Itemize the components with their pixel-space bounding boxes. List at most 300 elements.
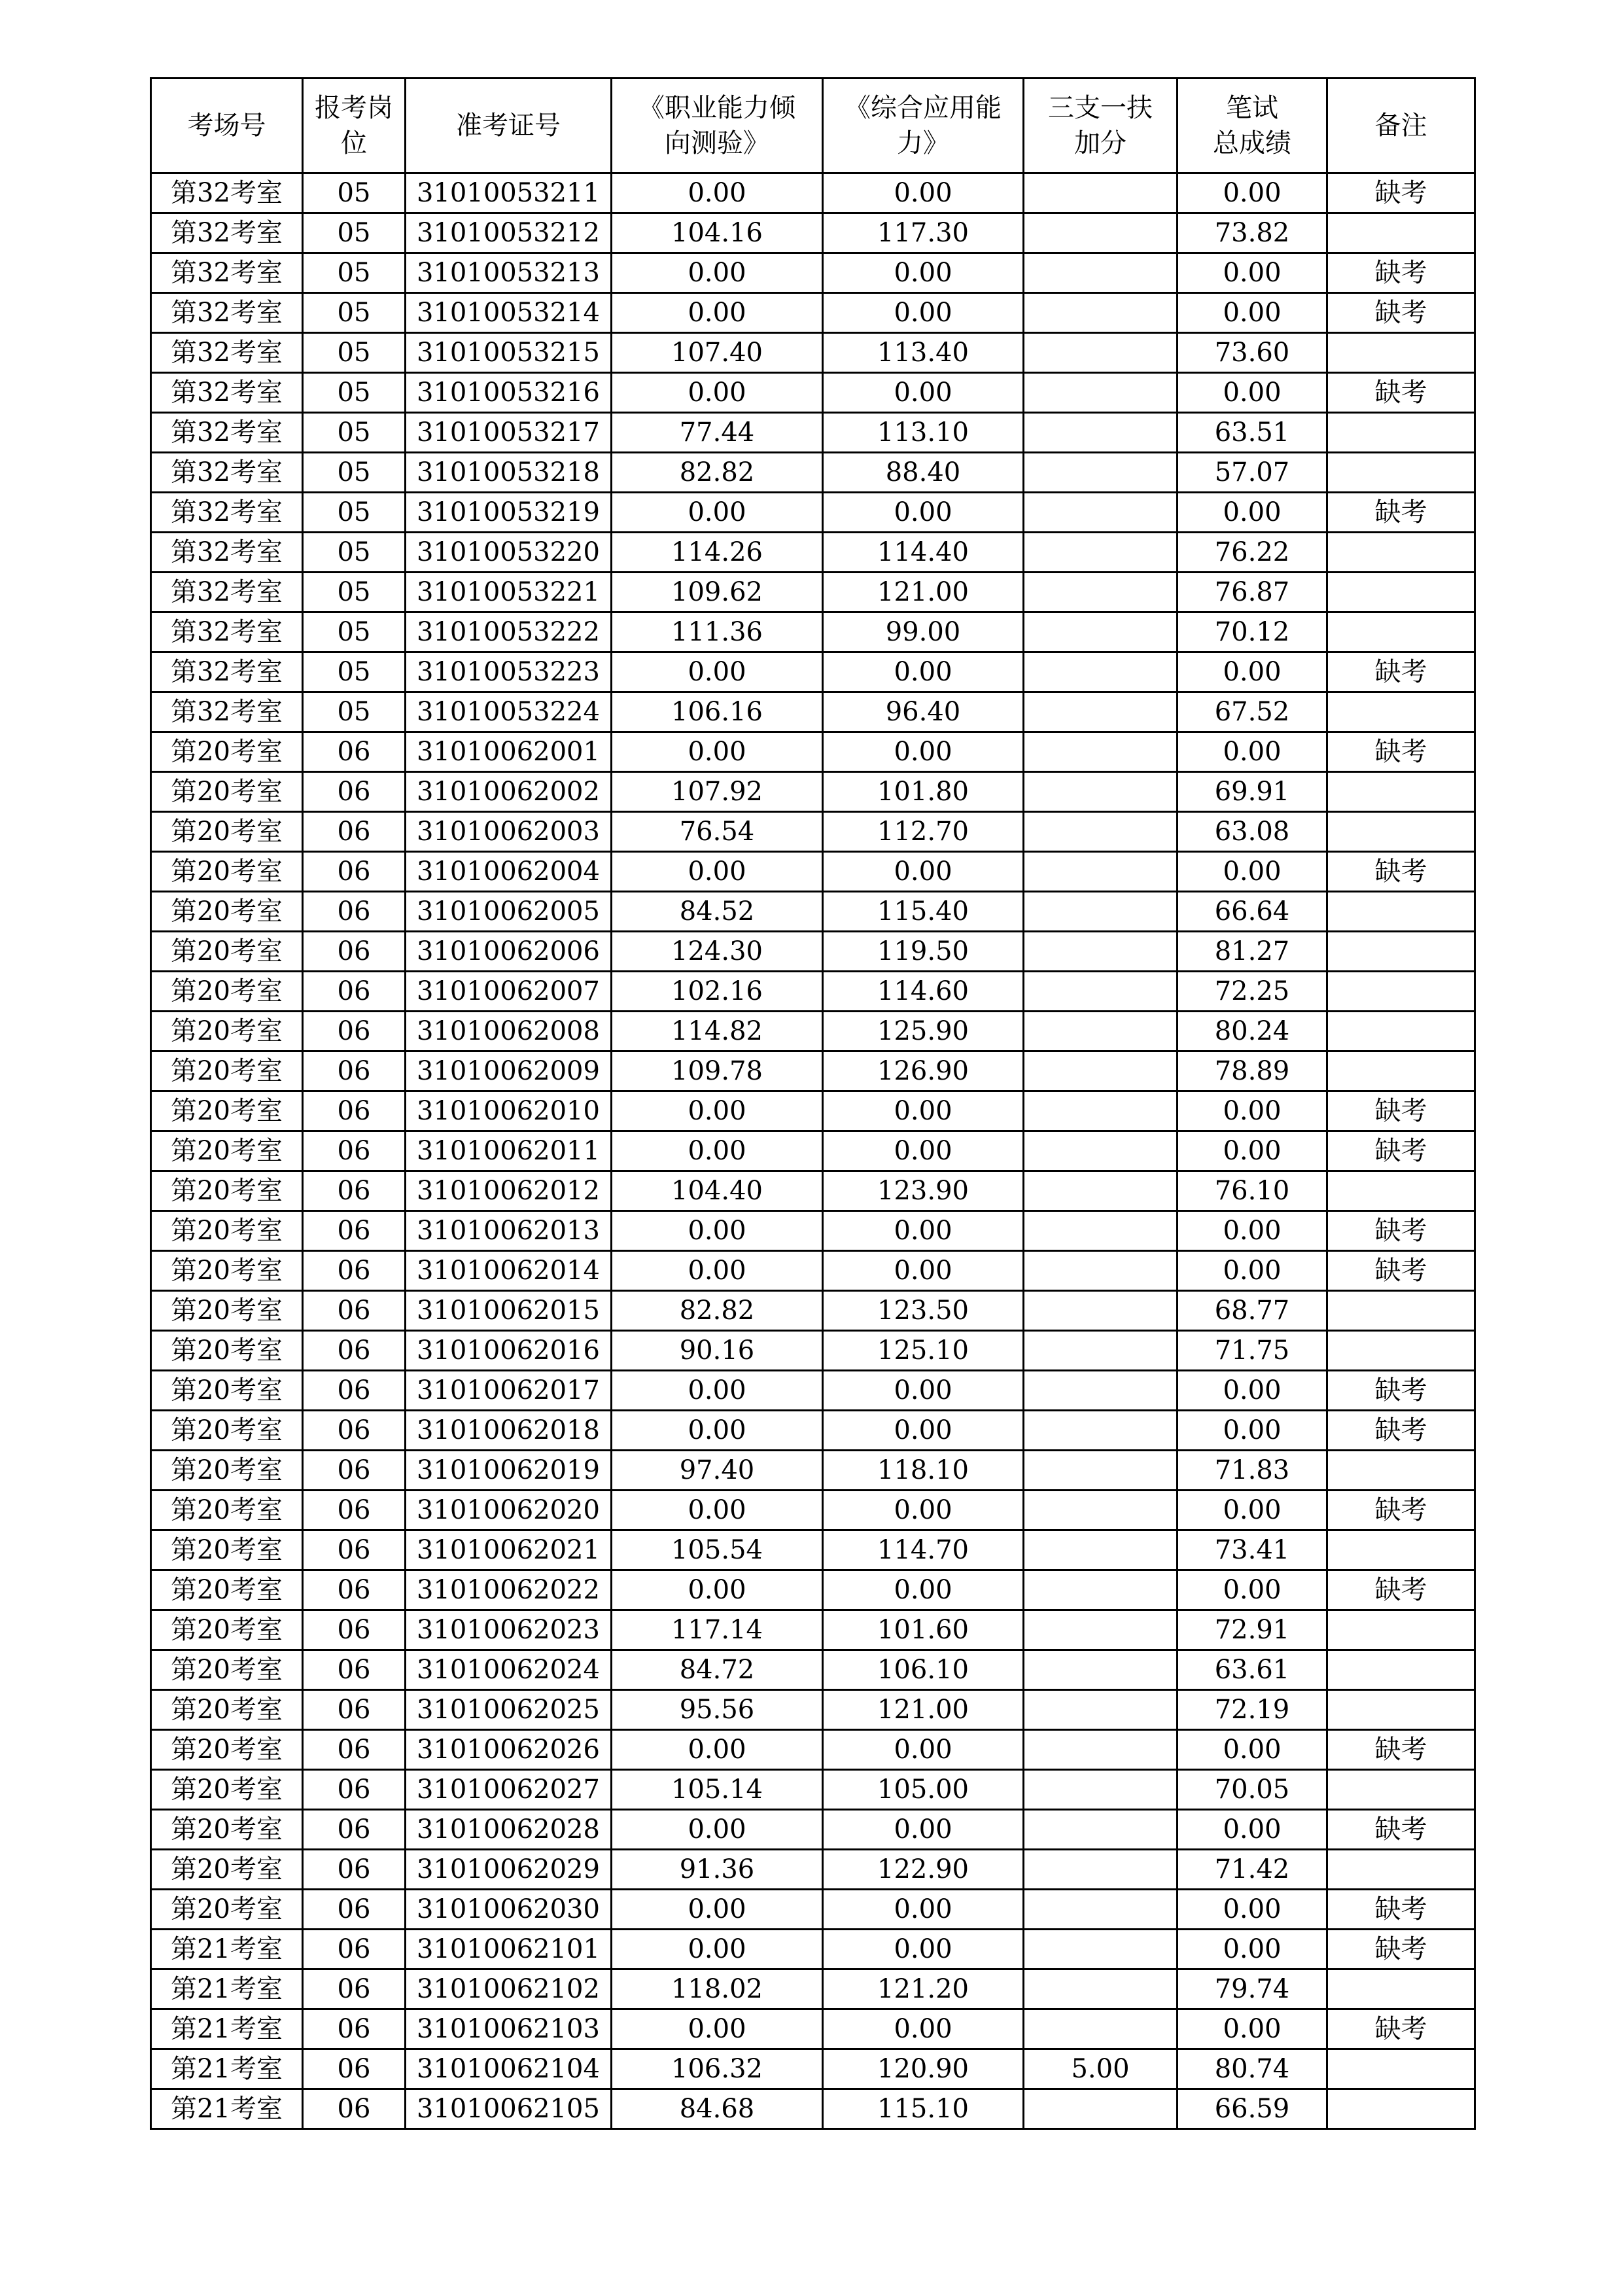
cell-aptitude-test: 90.16	[612, 1331, 823, 1371]
table-row	[151, 1211, 1475, 1251]
cell-sanzhi-yifu-bonus	[1024, 2009, 1178, 2049]
cell-applied-ability: 88.40	[823, 453, 1024, 493]
cell-applied-ability: 99.00	[823, 612, 1024, 652]
table-row	[151, 1451, 1475, 1491]
cell-ticket-number: 31010062004	[406, 852, 612, 892]
cell-written-total: 68.77	[1178, 1291, 1327, 1331]
cell-exam-room: 第20考室	[151, 1211, 303, 1251]
cell-post: 06	[303, 1850, 406, 1890]
cell-written-total: 0.00	[1178, 1930, 1327, 1969]
table-row	[151, 493, 1475, 533]
cell-sanzhi-yifu-bonus	[1024, 1171, 1178, 1211]
cell-post: 06	[303, 1171, 406, 1211]
cell-exam-room: 第20考室	[151, 1890, 303, 1930]
cell-ticket-number: 31010062009	[406, 1051, 612, 1091]
cell-remarks: 缺考	[1327, 1091, 1475, 1131]
cell-aptitude-test: 106.32	[612, 2049, 823, 2089]
header-line: 位	[341, 128, 367, 158]
cell-remarks	[1327, 892, 1475, 932]
cell-aptitude-test: 0.00	[612, 1930, 823, 1969]
header-line: 备注	[1374, 111, 1427, 141]
cell-aptitude-test: 109.78	[612, 1051, 823, 1091]
cell-ticket-number: 31010062105	[406, 2089, 612, 2129]
cell-written-total: 0.00	[1178, 1411, 1327, 1451]
cell-aptitude-test: 0.00	[612, 293, 823, 333]
cell-ticket-number: 31010062022	[406, 1570, 612, 1610]
cell-post: 05	[303, 453, 406, 493]
cell-ticket-number: 31010053213	[406, 253, 612, 293]
header-row	[151, 79, 1475, 173]
cell-written-total: 0.00	[1178, 1371, 1327, 1411]
cell-post: 06	[303, 1770, 406, 1810]
cell-sanzhi-yifu-bonus	[1024, 253, 1178, 293]
cell-remarks: 缺考	[1327, 173, 1475, 213]
cell-remarks	[1327, 2089, 1475, 2129]
cell-aptitude-test: 0.00	[612, 1730, 823, 1770]
header-applied-ability	[823, 79, 1024, 173]
cell-ticket-number: 31010062011	[406, 1131, 612, 1171]
cell-remarks	[1327, 1171, 1475, 1211]
cell-written-total: 69.91	[1178, 772, 1327, 812]
cell-sanzhi-yifu-bonus	[1024, 533, 1178, 573]
cell-applied-ability: 101.80	[823, 772, 1024, 812]
cell-written-total: 76.22	[1178, 533, 1327, 573]
table-row	[151, 1690, 1475, 1730]
cell-remarks: 缺考	[1327, 493, 1475, 533]
cell-post: 05	[303, 333, 406, 373]
cell-remarks: 缺考	[1327, 1730, 1475, 1770]
cell-ticket-number: 31010062020	[406, 1491, 612, 1530]
cell-sanzhi-yifu-bonus	[1024, 2089, 1178, 2129]
cell-exam-room: 第32考室	[151, 692, 303, 732]
cell-remarks	[1327, 213, 1475, 253]
cell-exam-room: 第20考室	[151, 1411, 303, 1451]
cell-post: 05	[303, 692, 406, 732]
cell-sanzhi-yifu-bonus	[1024, 892, 1178, 932]
cell-remarks	[1327, 1291, 1475, 1331]
cell-aptitude-test: 102.16	[612, 972, 823, 1012]
cell-written-total: 73.82	[1178, 213, 1327, 253]
cell-ticket-number: 31010062017	[406, 1371, 612, 1411]
cell-sanzhi-yifu-bonus	[1024, 1211, 1178, 1251]
table-row	[151, 1890, 1475, 1930]
cell-exam-room: 第20考室	[151, 1650, 303, 1690]
cell-written-total: 72.91	[1178, 1610, 1327, 1650]
cell-sanzhi-yifu-bonus	[1024, 812, 1178, 852]
table-row	[151, 413, 1475, 453]
cell-applied-ability: 0.00	[823, 1371, 1024, 1411]
cell-sanzhi-yifu-bonus	[1024, 932, 1178, 972]
cell-post: 06	[303, 1012, 406, 1051]
cell-remarks: 缺考	[1327, 1211, 1475, 1251]
cell-exam-room: 第32考室	[151, 213, 303, 253]
cell-ticket-number: 31010053220	[406, 533, 612, 573]
cell-exam-room: 第20考室	[151, 1810, 303, 1850]
cell-aptitude-test: 107.40	[612, 333, 823, 373]
cell-exam-room: 第32考室	[151, 293, 303, 333]
cell-post: 06	[303, 1930, 406, 1969]
cell-applied-ability: 0.00	[823, 1131, 1024, 1171]
cell-post: 05	[303, 213, 406, 253]
table-row	[151, 612, 1475, 652]
header-line: 《综合应用能	[845, 93, 1002, 123]
cell-ticket-number: 31010062024	[406, 1650, 612, 1690]
cell-written-total: 63.61	[1178, 1650, 1327, 1690]
cell-sanzhi-yifu-bonus	[1024, 972, 1178, 1012]
cell-written-total: 0.00	[1178, 1730, 1327, 1770]
cell-post: 06	[303, 1810, 406, 1850]
cell-applied-ability: 0.00	[823, 493, 1024, 533]
cell-remarks	[1327, 1331, 1475, 1371]
cell-aptitude-test: 105.14	[612, 1770, 823, 1810]
cell-written-total: 0.00	[1178, 1251, 1327, 1291]
cell-remarks	[1327, 573, 1475, 612]
cell-post: 06	[303, 1530, 406, 1570]
cell-written-total: 76.10	[1178, 1171, 1327, 1211]
cell-applied-ability: 117.30	[823, 213, 1024, 253]
header-line: 报考岗	[315, 93, 393, 123]
cell-applied-ability: 114.70	[823, 1530, 1024, 1570]
table-header	[151, 79, 1475, 173]
table-row	[151, 373, 1475, 413]
cell-ticket-number: 31010053217	[406, 413, 612, 453]
cell-post: 05	[303, 413, 406, 453]
cell-ticket-number: 31010062023	[406, 1610, 612, 1650]
cell-written-total: 0.00	[1178, 732, 1327, 772]
cell-written-total: 0.00	[1178, 1131, 1327, 1171]
cell-post: 06	[303, 1331, 406, 1371]
cell-written-total: 71.83	[1178, 1451, 1327, 1491]
table-row	[151, 453, 1475, 493]
cell-written-total: 0.00	[1178, 173, 1327, 213]
cell-exam-room: 第20考室	[151, 1770, 303, 1810]
cell-applied-ability: 118.10	[823, 1451, 1024, 1491]
cell-remarks: 缺考	[1327, 652, 1475, 692]
table-row	[151, 573, 1475, 612]
cell-post: 06	[303, 892, 406, 932]
cell-exam-room: 第20考室	[151, 932, 303, 972]
cell-sanzhi-yifu-bonus	[1024, 852, 1178, 892]
cell-post: 06	[303, 1610, 406, 1650]
table-row	[151, 1850, 1475, 1890]
cell-ticket-number: 31010062101	[406, 1930, 612, 1969]
cell-remarks	[1327, 692, 1475, 732]
cell-ticket-number: 31010062027	[406, 1770, 612, 1810]
cell-exam-room: 第32考室	[151, 453, 303, 493]
cell-post: 05	[303, 373, 406, 413]
header-line: 力》	[897, 128, 949, 158]
cell-ticket-number: 31010062001	[406, 732, 612, 772]
cell-applied-ability: 0.00	[823, 1411, 1024, 1451]
cell-written-total: 72.25	[1178, 972, 1327, 1012]
cell-sanzhi-yifu-bonus	[1024, 1411, 1178, 1451]
table-row	[151, 1969, 1475, 2009]
cell-aptitude-test: 0.00	[612, 1491, 823, 1530]
table-row	[151, 1291, 1475, 1331]
cell-ticket-number: 31010053215	[406, 333, 612, 373]
cell-exam-room: 第21考室	[151, 1930, 303, 1969]
cell-ticket-number: 31010053224	[406, 692, 612, 732]
cell-aptitude-test: 114.26	[612, 533, 823, 573]
cell-ticket-number: 31010062103	[406, 2009, 612, 2049]
cell-sanzhi-yifu-bonus	[1024, 493, 1178, 533]
cell-aptitude-test: 0.00	[612, 373, 823, 413]
cell-post: 05	[303, 612, 406, 652]
cell-exam-room: 第21考室	[151, 1969, 303, 2009]
cell-ticket-number: 31010053221	[406, 573, 612, 612]
cell-ticket-number: 31010062029	[406, 1850, 612, 1890]
cell-sanzhi-yifu-bonus	[1024, 373, 1178, 413]
cell-written-total: 0.00	[1178, 1491, 1327, 1530]
cell-applied-ability: 115.10	[823, 2089, 1024, 2129]
table-row	[151, 533, 1475, 573]
cell-exam-room: 第20考室	[151, 1091, 303, 1131]
cell-sanzhi-yifu-bonus	[1024, 1810, 1178, 1850]
table-row	[151, 1171, 1475, 1211]
cell-ticket-number: 31010053223	[406, 652, 612, 692]
cell-written-total: 70.12	[1178, 612, 1327, 652]
cell-exam-room: 第32考室	[151, 413, 303, 453]
cell-applied-ability: 0.00	[823, 1091, 1024, 1131]
cell-exam-room: 第20考室	[151, 1451, 303, 1491]
table-row	[151, 1491, 1475, 1530]
cell-exam-room: 第20考室	[151, 1131, 303, 1171]
table-row	[151, 1331, 1475, 1371]
cell-applied-ability: 123.90	[823, 1171, 1024, 1211]
cell-exam-room: 第32考室	[151, 533, 303, 573]
cell-applied-ability: 0.00	[823, 293, 1024, 333]
cell-sanzhi-yifu-bonus	[1024, 1131, 1178, 1171]
cell-written-total: 0.00	[1178, 2009, 1327, 2049]
cell-sanzhi-yifu-bonus	[1024, 1451, 1178, 1491]
cell-remarks	[1327, 1850, 1475, 1890]
cell-exam-room: 第20考室	[151, 1850, 303, 1890]
cell-ticket-number: 31010062014	[406, 1251, 612, 1291]
cell-sanzhi-yifu-bonus	[1024, 692, 1178, 732]
cell-applied-ability: 113.40	[823, 333, 1024, 373]
cell-aptitude-test: 0.00	[612, 1131, 823, 1171]
cell-applied-ability: 0.00	[823, 1570, 1024, 1610]
cell-post: 06	[303, 772, 406, 812]
cell-post: 06	[303, 1969, 406, 2009]
cell-sanzhi-yifu-bonus	[1024, 1291, 1178, 1331]
cell-remarks: 缺考	[1327, 1411, 1475, 1451]
cell-ticket-number: 31010062102	[406, 1969, 612, 2009]
cell-sanzhi-yifu-bonus	[1024, 772, 1178, 812]
cell-remarks	[1327, 1051, 1475, 1091]
cell-ticket-number: 31010062104	[406, 2049, 612, 2089]
cell-exam-room: 第21考室	[151, 2089, 303, 2129]
header-post	[303, 79, 406, 173]
cell-applied-ability: 0.00	[823, 852, 1024, 892]
cell-aptitude-test: 97.40	[612, 1451, 823, 1491]
header-remarks	[1327, 79, 1475, 173]
cell-ticket-number: 31010062006	[406, 932, 612, 972]
header-line: 笔试	[1226, 93, 1278, 123]
cell-written-total: 81.27	[1178, 932, 1327, 972]
cell-aptitude-test: 0.00	[612, 173, 823, 213]
cell-exam-room: 第20考室	[151, 1371, 303, 1411]
header-ticket-number	[406, 79, 612, 173]
cell-remarks: 缺考	[1327, 1930, 1475, 1969]
cell-remarks	[1327, 1650, 1475, 1690]
cell-exam-room: 第20考室	[151, 1610, 303, 1650]
cell-aptitude-test: 0.00	[612, 732, 823, 772]
cell-applied-ability: 0.00	[823, 2009, 1024, 2049]
cell-applied-ability: 114.40	[823, 533, 1024, 573]
cell-post: 06	[303, 2089, 406, 2129]
cell-exam-room: 第20考室	[151, 1690, 303, 1730]
cell-ticket-number: 31010053216	[406, 373, 612, 413]
cell-ticket-number: 31010062015	[406, 1291, 612, 1331]
cell-post: 06	[303, 1890, 406, 1930]
table-row	[151, 1770, 1475, 1810]
cell-exam-room: 第20考室	[151, 812, 303, 852]
cell-remarks: 缺考	[1327, 1491, 1475, 1530]
table-row	[151, 812, 1475, 852]
cell-applied-ability: 105.00	[823, 1770, 1024, 1810]
cell-written-total: 78.89	[1178, 1051, 1327, 1091]
cell-ticket-number: 31010062013	[406, 1211, 612, 1251]
cell-applied-ability: 0.00	[823, 1810, 1024, 1850]
cell-ticket-number: 31010062019	[406, 1451, 612, 1491]
cell-written-total: 67.52	[1178, 692, 1327, 732]
cell-applied-ability: 0.00	[823, 732, 1024, 772]
cell-applied-ability: 113.10	[823, 413, 1024, 453]
cell-ticket-number: 31010053218	[406, 453, 612, 493]
cell-exam-room: 第32考室	[151, 573, 303, 612]
cell-ticket-number: 31010053222	[406, 612, 612, 652]
cell-applied-ability: 0.00	[823, 1491, 1024, 1530]
table-row	[151, 2089, 1475, 2129]
header-line: 准考证号	[456, 111, 561, 141]
cell-exam-room: 第21考室	[151, 2049, 303, 2089]
cell-aptitude-test: 82.82	[612, 453, 823, 493]
cell-written-total: 66.64	[1178, 892, 1327, 932]
cell-written-total: 70.05	[1178, 1770, 1327, 1810]
cell-applied-ability: 120.90	[823, 2049, 1024, 2089]
cell-post: 06	[303, 2009, 406, 2049]
cell-applied-ability: 101.60	[823, 1610, 1024, 1650]
cell-exam-room: 第20考室	[151, 772, 303, 812]
cell-remarks	[1327, 453, 1475, 493]
cell-applied-ability: 0.00	[823, 1211, 1024, 1251]
cell-applied-ability: 126.90	[823, 1051, 1024, 1091]
cell-written-total: 73.60	[1178, 333, 1327, 373]
cell-sanzhi-yifu-bonus	[1024, 413, 1178, 453]
cell-ticket-number: 31010062028	[406, 1810, 612, 1850]
cell-aptitude-test: 84.72	[612, 1650, 823, 1690]
cell-sanzhi-yifu-bonus	[1024, 453, 1178, 493]
cell-post: 06	[303, 1051, 406, 1091]
table-row	[151, 1610, 1475, 1650]
cell-post: 06	[303, 972, 406, 1012]
cell-written-total: 0.00	[1178, 1211, 1327, 1251]
cell-written-total: 72.19	[1178, 1690, 1327, 1730]
cell-written-total: 0.00	[1178, 1890, 1327, 1930]
cell-applied-ability: 0.00	[823, 253, 1024, 293]
table-row	[151, 1091, 1475, 1131]
cell-aptitude-test: 104.16	[612, 213, 823, 253]
header-sanzhi-yifu-bonus	[1024, 79, 1178, 173]
table-row	[151, 1810, 1475, 1850]
cell-exam-room: 第20考室	[151, 1251, 303, 1291]
cell-ticket-number: 31010062021	[406, 1530, 612, 1570]
cell-applied-ability: 0.00	[823, 1930, 1024, 1969]
cell-aptitude-test: 0.00	[612, 1251, 823, 1291]
cell-sanzhi-yifu-bonus	[1024, 1969, 1178, 2009]
cell-aptitude-test: 104.40	[612, 1171, 823, 1211]
cell-sanzhi-yifu-bonus	[1024, 1650, 1178, 1690]
cell-remarks	[1327, 413, 1475, 453]
cell-exam-room: 第20考室	[151, 1491, 303, 1530]
cell-aptitude-test: 118.02	[612, 1969, 823, 2009]
table-row	[151, 1012, 1475, 1051]
cell-sanzhi-yifu-bonus	[1024, 652, 1178, 692]
cell-sanzhi-yifu-bonus: 5.00	[1024, 2049, 1178, 2089]
cell-exam-room: 第20考室	[151, 1171, 303, 1211]
cell-remarks: 缺考	[1327, 1570, 1475, 1610]
cell-aptitude-test: 117.14	[612, 1610, 823, 1650]
cell-exam-room: 第32考室	[151, 493, 303, 533]
cell-aptitude-test: 0.00	[612, 1810, 823, 1850]
cell-written-total: 76.87	[1178, 573, 1327, 612]
cell-aptitude-test: 95.56	[612, 1690, 823, 1730]
table-row	[151, 772, 1475, 812]
cell-exam-room: 第20考室	[151, 1012, 303, 1051]
cell-applied-ability: 0.00	[823, 373, 1024, 413]
cell-ticket-number: 31010053211	[406, 173, 612, 213]
cell-sanzhi-yifu-bonus	[1024, 1890, 1178, 1930]
cell-ticket-number: 31010053212	[406, 213, 612, 253]
cell-post: 06	[303, 1491, 406, 1530]
cell-aptitude-test: 124.30	[612, 932, 823, 972]
cell-post: 05	[303, 493, 406, 533]
cell-sanzhi-yifu-bonus	[1024, 333, 1178, 373]
table-row	[151, 692, 1475, 732]
cell-aptitude-test: 76.54	[612, 812, 823, 852]
cell-applied-ability: 123.50	[823, 1291, 1024, 1331]
cell-post: 05	[303, 652, 406, 692]
header-line: 加分	[1074, 128, 1126, 158]
cell-exam-room: 第20考室	[151, 852, 303, 892]
cell-applied-ability: 112.70	[823, 812, 1024, 852]
header-line: 《职业能力倾	[638, 93, 795, 123]
cell-remarks	[1327, 1610, 1475, 1650]
cell-written-total: 80.24	[1178, 1012, 1327, 1051]
cell-ticket-number: 31010062016	[406, 1331, 612, 1371]
cell-exam-room: 第20考室	[151, 732, 303, 772]
cell-applied-ability: 125.90	[823, 1012, 1024, 1051]
cell-ticket-number: 31010062003	[406, 812, 612, 852]
cell-applied-ability: 119.50	[823, 932, 1024, 972]
cell-sanzhi-yifu-bonus	[1024, 573, 1178, 612]
cell-aptitude-test: 84.52	[612, 892, 823, 932]
cell-aptitude-test: 0.00	[612, 652, 823, 692]
table-row	[151, 1051, 1475, 1091]
cell-written-total: 0.00	[1178, 652, 1327, 692]
cell-sanzhi-yifu-bonus	[1024, 1051, 1178, 1091]
cell-post: 06	[303, 1371, 406, 1411]
cell-aptitude-test: 106.16	[612, 692, 823, 732]
cell-aptitude-test: 0.00	[612, 2009, 823, 2049]
cell-ticket-number: 31010062008	[406, 1012, 612, 1051]
cell-ticket-number: 31010053219	[406, 493, 612, 533]
cell-remarks: 缺考	[1327, 852, 1475, 892]
table-row	[151, 892, 1475, 932]
cell-applied-ability: 0.00	[823, 1730, 1024, 1770]
cell-aptitude-test: 0.00	[612, 1411, 823, 1451]
